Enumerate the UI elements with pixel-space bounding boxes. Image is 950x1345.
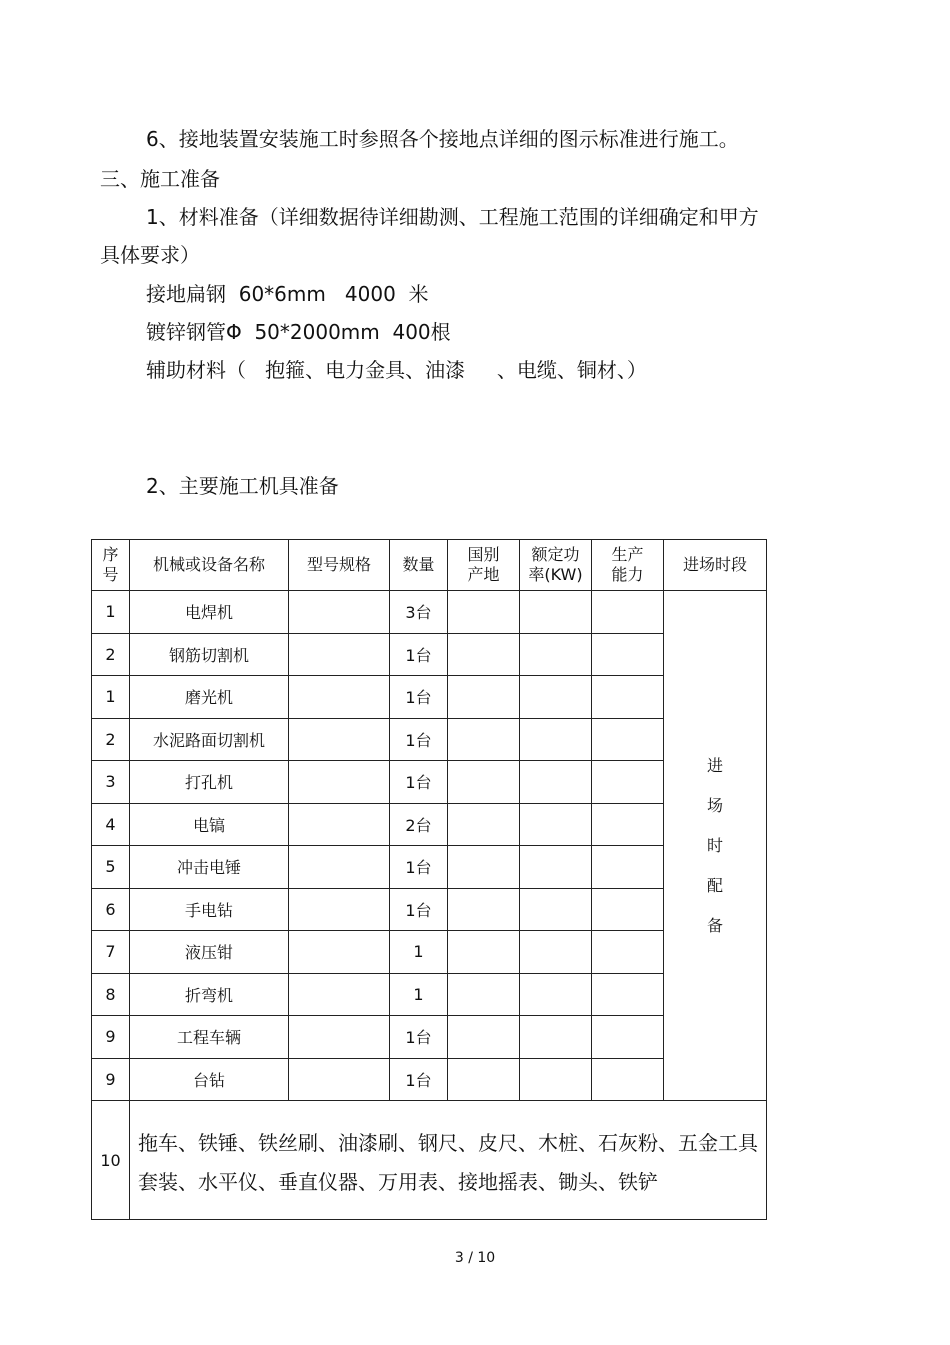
cell-seq: 2 xyxy=(92,718,130,761)
cell-qty: 1 xyxy=(390,973,448,1016)
cell-qty: 1台 xyxy=(390,633,448,676)
cell-power xyxy=(520,676,592,719)
header-name: 机械或设备名称 xyxy=(130,540,289,591)
cell-model xyxy=(289,1058,390,1101)
header-capacity: 生产 能力 xyxy=(592,540,664,591)
cell-qty: 1台 xyxy=(390,1016,448,1059)
cell-origin xyxy=(448,1016,520,1059)
cell-name: 台钻 xyxy=(130,1058,289,1101)
header-seq: 序 号 xyxy=(92,540,130,591)
cell-misc-tools: 拖车、铁锤、铁丝刷、油漆刷、钢尺、皮尺、木桩、石灰粉、五金工具套装、水平仪、垂直仪器、万用表、接地摇表、锄头、铁铲 xyxy=(130,1101,767,1220)
cell-qty: 1台 xyxy=(390,846,448,889)
cell-seq: 4 xyxy=(92,803,130,846)
cell-origin xyxy=(448,761,520,804)
cell-qty: 3台 xyxy=(390,591,448,634)
header-origin: 国别 产地 xyxy=(448,540,520,591)
cell-qty: 1台 xyxy=(390,888,448,931)
cell-seq: 1 xyxy=(92,591,130,634)
table-header-row xyxy=(92,540,767,591)
cell-power xyxy=(520,803,592,846)
cell-power xyxy=(520,718,592,761)
cell-origin xyxy=(448,633,520,676)
cell-capacity xyxy=(592,1016,664,1059)
cell-power xyxy=(520,888,592,931)
cell-model xyxy=(289,633,390,676)
cell-origin xyxy=(448,718,520,761)
paragraph-materials-line2: 具体要求） xyxy=(100,243,200,267)
cell-name: 电镐 xyxy=(130,803,289,846)
cell-name: 磨光机 xyxy=(130,676,289,719)
cell-origin xyxy=(448,803,520,846)
cell-origin xyxy=(448,846,520,889)
cell-model xyxy=(289,888,390,931)
cell-seq: 10 xyxy=(92,1101,130,1220)
page-number: 3 xyxy=(454,1250,464,1266)
cell-qty: 1台 xyxy=(390,718,448,761)
cell-qty: 1台 xyxy=(390,676,448,719)
cell-power xyxy=(520,761,592,804)
table-row-misc xyxy=(92,1101,767,1220)
cell-seq: 6 xyxy=(92,888,130,931)
cell-model xyxy=(289,846,390,889)
cell-capacity xyxy=(592,718,664,761)
cell-power xyxy=(520,1016,592,1059)
cell-seq: 8 xyxy=(92,973,130,1016)
cell-seq: 9 xyxy=(92,1058,130,1101)
cell-name: 打孔机 xyxy=(130,761,289,804)
cell-name: 冲击电锤 xyxy=(130,846,289,889)
cell-model xyxy=(289,1016,390,1059)
header-qty: 数量 xyxy=(390,540,448,591)
cell-model xyxy=(289,931,390,974)
cell-model xyxy=(289,591,390,634)
page-total: 10 xyxy=(477,1250,496,1266)
cell-capacity xyxy=(592,888,664,931)
equipment-table xyxy=(91,539,767,1220)
page-separator: / xyxy=(468,1250,473,1266)
cell-seq: 9 xyxy=(92,1016,130,1059)
cell-qty: 1 xyxy=(390,931,448,974)
section-heading-3: 三、施工准备 xyxy=(100,167,220,191)
table-row xyxy=(92,591,767,634)
cell-name: 水泥路面切割机 xyxy=(130,718,289,761)
cell-seq: 7 xyxy=(92,931,130,974)
cell-origin xyxy=(448,973,520,1016)
cell-origin xyxy=(448,1058,520,1101)
cell-origin xyxy=(448,676,520,719)
cell-capacity xyxy=(592,1058,664,1101)
cell-model xyxy=(289,803,390,846)
cell-origin xyxy=(448,931,520,974)
cell-power xyxy=(520,1058,592,1101)
paragraph-materials-line1: 1、材料准备（详细数据待详细勘测、工程施工范围的详细确定和甲方 xyxy=(146,205,759,229)
cell-power xyxy=(520,633,592,676)
header-model: 型号规格 xyxy=(289,540,390,591)
cell-seq: 2 xyxy=(92,633,130,676)
cell-seq: 1 xyxy=(92,676,130,719)
cell-qty: 1台 xyxy=(390,1058,448,1101)
cell-name: 手电钻 xyxy=(130,888,289,931)
cell-capacity xyxy=(592,633,664,676)
cell-capacity xyxy=(592,973,664,1016)
material-steel-pipe: 镀锌钢管Φ 50*2000mm 400根 xyxy=(146,320,451,344)
paragraph-item-6: 6、接地装置安装施工时参照各个接地点详细的图示标准进行施工。 xyxy=(146,127,739,151)
cell-name: 电焊机 xyxy=(130,591,289,634)
material-flat-steel: 接地扁钢 60*6mm 4000 米 xyxy=(146,282,429,306)
cell-capacity xyxy=(592,676,664,719)
cell-seq: 5 xyxy=(92,846,130,889)
cell-name: 液压钳 xyxy=(130,931,289,974)
cell-capacity xyxy=(592,761,664,804)
header-period: 进场时段 xyxy=(664,540,767,591)
cell-model xyxy=(289,761,390,804)
cell-qty: 2台 xyxy=(390,803,448,846)
cell-name: 工程车辆 xyxy=(130,1016,289,1059)
material-auxiliary: 辅助材料（ 抱箍、电力金具、油漆 、电缆、铜材、） xyxy=(146,358,647,382)
cell-power xyxy=(520,846,592,889)
cell-seq: 3 xyxy=(92,761,130,804)
cell-capacity xyxy=(592,591,664,634)
cell-origin xyxy=(448,888,520,931)
paragraph-machinery-heading: 2、主要施工机具准备 xyxy=(146,474,339,498)
header-power: 额定功 率(KW) xyxy=(520,540,592,591)
cell-period: 进 场 时 配 备 xyxy=(664,591,767,1101)
cell-capacity xyxy=(592,931,664,974)
cell-qty: 1台 xyxy=(390,761,448,804)
cell-origin xyxy=(448,591,520,634)
cell-name: 钢筋切割机 xyxy=(130,633,289,676)
cell-power xyxy=(520,931,592,974)
cell-model xyxy=(289,718,390,761)
cell-model xyxy=(289,973,390,1016)
cell-capacity xyxy=(592,803,664,846)
cell-model xyxy=(289,676,390,719)
cell-capacity xyxy=(592,846,664,889)
cell-power xyxy=(520,973,592,1016)
cell-power xyxy=(520,591,592,634)
page-footer xyxy=(0,1250,950,1266)
cell-name: 折弯机 xyxy=(130,973,289,1016)
